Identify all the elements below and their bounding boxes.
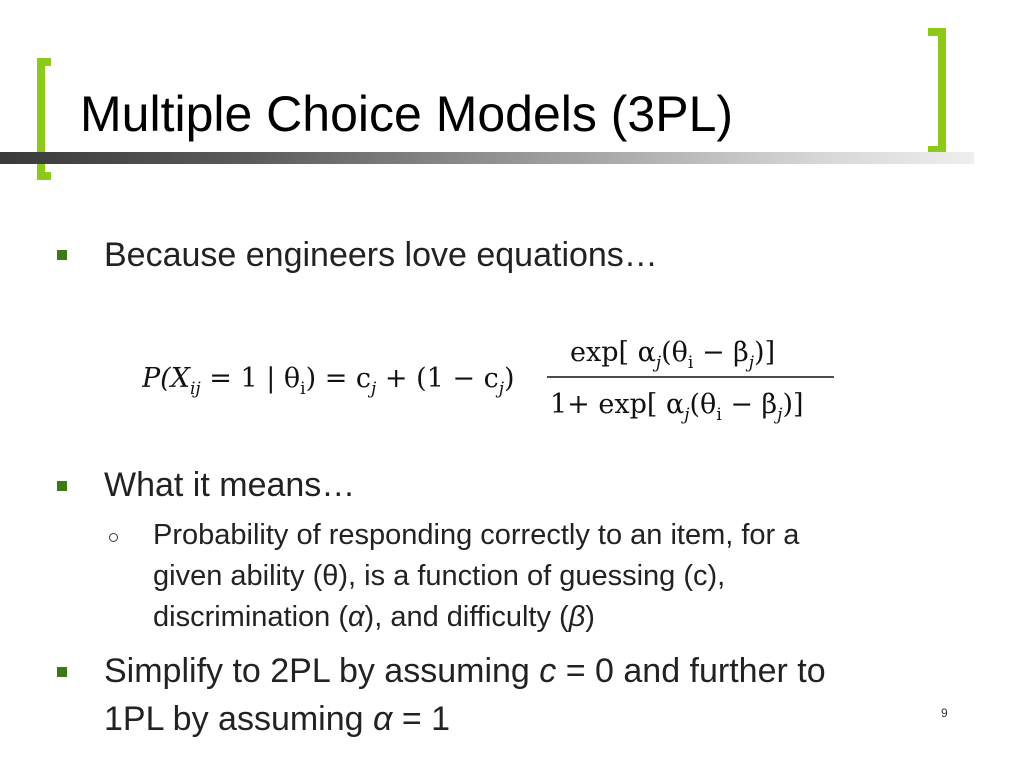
equation-numerator: exp[ $\alpha_j(\theta_i - \beta_j)$] bbox=[570, 337, 776, 373]
square-bullet-icon bbox=[57, 667, 67, 677]
page-number: 9 bbox=[941, 706, 948, 720]
title-underline-rule bbox=[0, 152, 974, 164]
c-symbol: c bbox=[539, 652, 557, 690]
text-run: 1PL by assuming bbox=[104, 700, 373, 738]
bullet-line-1 bbox=[104, 651, 826, 691]
bullet-line-2 bbox=[104, 699, 450, 739]
text-run: ) bbox=[585, 601, 595, 633]
square-bullet-icon bbox=[57, 250, 67, 260]
text-run: ), and difficulty ( bbox=[364, 601, 569, 633]
sub-bullet-line-1: Probability of responding correctly to an item, for a bbox=[153, 519, 800, 551]
circle-bullet-icon bbox=[109, 533, 118, 542]
text-run: = 1 bbox=[392, 700, 451, 738]
alpha-symbol: α bbox=[373, 700, 393, 738]
text-run: = 0 and further to bbox=[556, 652, 826, 690]
equation-denominator: 1+ exp[ $\alpha_j(\theta_i - \beta_j)$] bbox=[550, 389, 804, 425]
bullet-text: Because engineers love equations… bbox=[104, 236, 658, 274]
sub-bullet-line-2: given ability (θ), is a function of guessing (c), bbox=[153, 560, 726, 592]
text-run: discrimination ( bbox=[153, 601, 348, 633]
sub-bullet-line-3 bbox=[153, 597, 595, 637]
text-run: Simplify to 2PL by assuming bbox=[104, 652, 540, 690]
bullet-text: What it means… bbox=[104, 466, 356, 504]
beta-symbol: β bbox=[568, 601, 586, 633]
alpha-symbol: α bbox=[348, 601, 365, 633]
equation-lhs: $P(X_{ij} = 1$ | $\theta_i) = c_j + (1 - c_j)$ bbox=[142, 363, 515, 399]
title-right-bracket bbox=[928, 28, 946, 154]
square-bullet-icon bbox=[57, 481, 67, 491]
slide-title: Multiple Choice Models (3PL) bbox=[80, 86, 734, 142]
three-pl-equation bbox=[142, 325, 842, 425]
